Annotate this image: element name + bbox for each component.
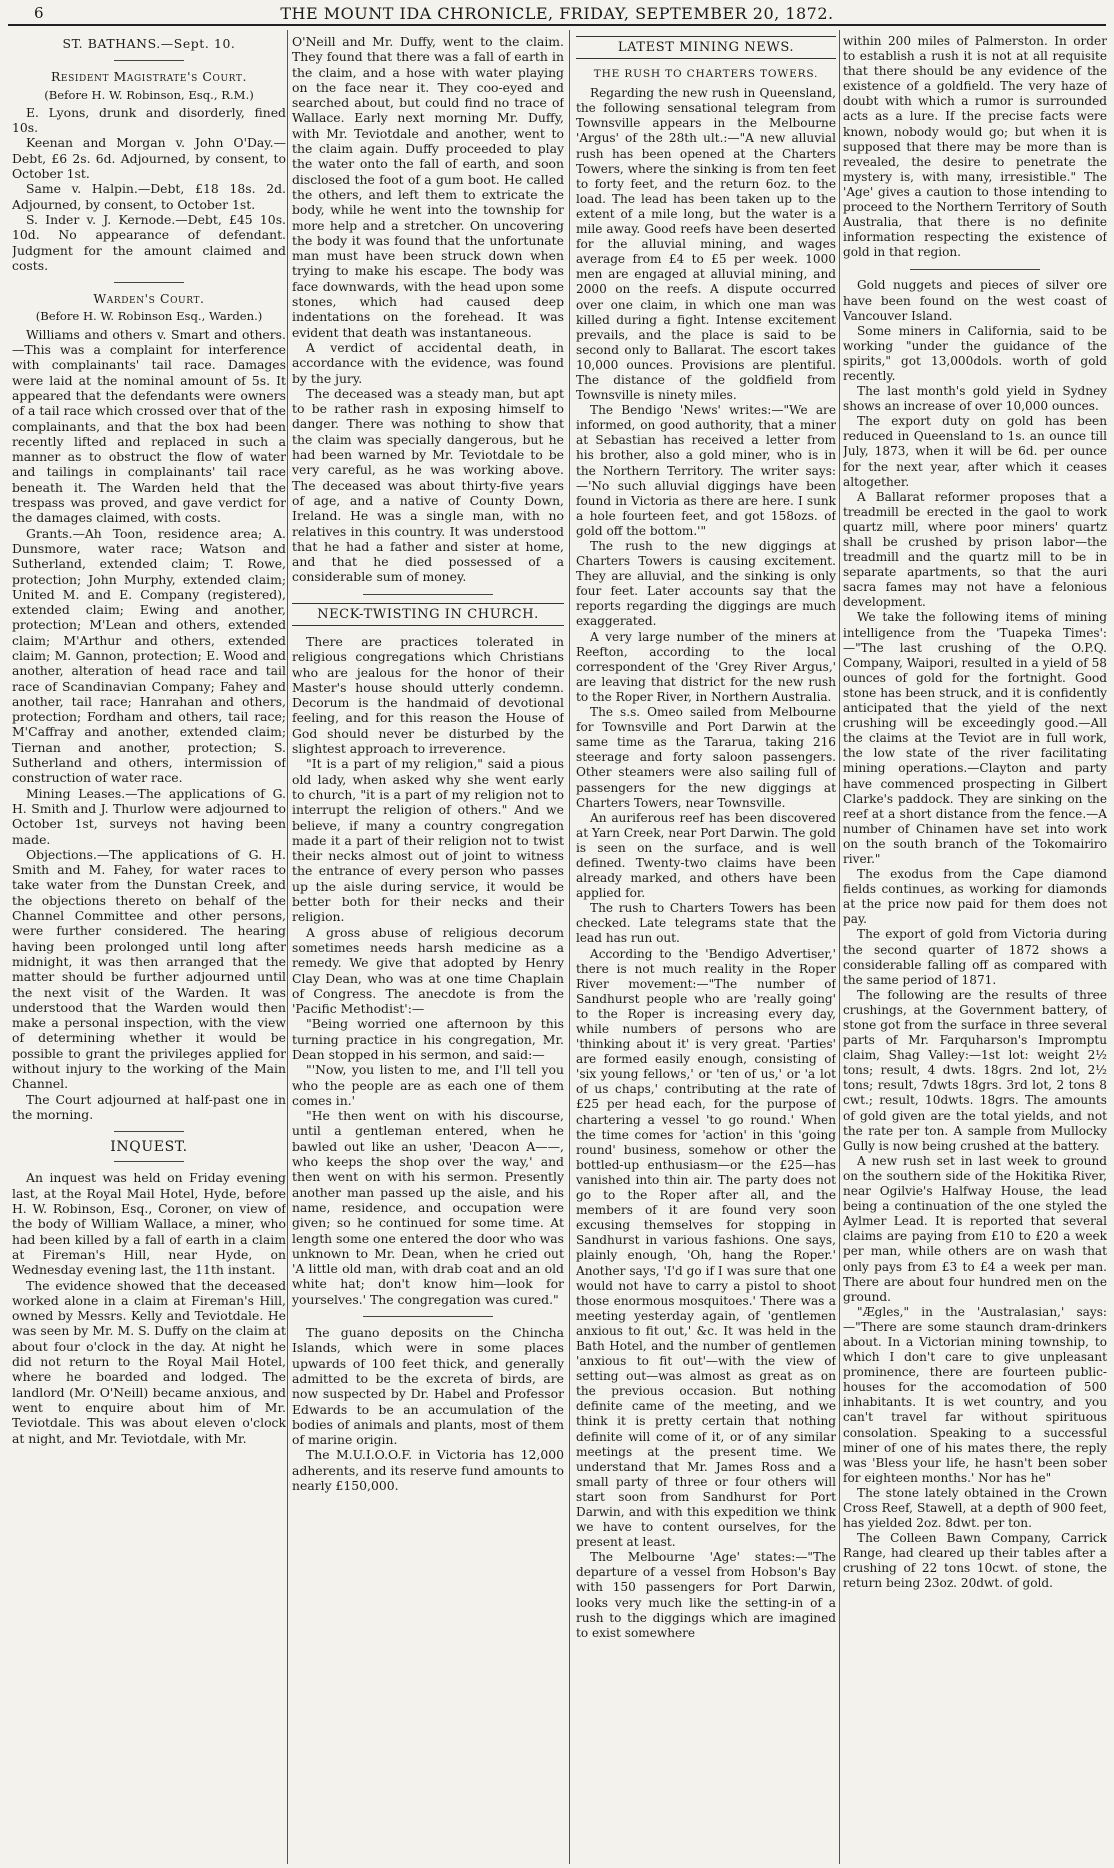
separator <box>114 1131 184 1132</box>
article-paragraph: Keenan and Morgan v. John O'Day.—Debt, £6 2s. 6d. Adjourned, by consent, to October 1st. <box>12 135 286 182</box>
article-paragraph: The M.U.I.O.O.F. in Victoria has 12,000 adherents, and its reserve fund amounts to nearly £150,000. <box>292 1447 564 1494</box>
separator <box>363 594 493 595</box>
article-paragraph: Williams and others v. Smart and others.—This was a complaint for interference with complainants' tail race. Damages were laid at the nominal amount of 5s. It appeared that the defendants were owners of a tail race which crossed over that of the complainants, and that the box had been recently lifted and replaced in such a manner as to obstruct the flow of water and tailings in complainants' tail race beneath it. The Warden held that the trespass was proved, and gave verdict for the damages claimed, with costs. <box>12 326 286 526</box>
article-paragraph: The Bendigo 'News' writes:—"We are informed, on good authority, that a miner at Sebastian has received a letter from his brother, also a gold miner, who is in the Northern Territory. The writer says:—'No such alluvial diggings have been found in Victoria as there are here. I sunk a hole fourteen feet, and got 158ozs. of gold off the bottom.'" <box>576 403 836 538</box>
article-paragraph: The exodus from the Cape diamond fields continues, as working for diamonds at the price now paid for them does not pay. <box>843 867 1107 927</box>
rm-court-heading: Resident Magistrate's Court. <box>51 69 247 85</box>
article-paragraph: The Court adjourned at half-past one in the morning. <box>12 1091 286 1122</box>
article-paragraph: A new rush set in last week to ground on the southern side of the Hokitika River, near Ogilvie's Halfway House, the lead being a continuation of the one styled the Aylmer Lead. It is reported that several claims are paying from £10 to £20 a week per man, while others are on wash that only pays from £3 to £4 a week per man. There are about four hundred men on the ground. <box>843 1153 1107 1304</box>
masthead <box>0 0 1114 30</box>
article-paragraph: Some miners in California, said to be working "under the guidance of the spirits," got 13,000dols. worth of gold recently. <box>843 323 1107 383</box>
separator <box>114 1161 184 1162</box>
column-4 <box>843 34 1107 1864</box>
article-paragraph: The last month's gold yield in Sydney shows an increase of over 10,000 ounces. <box>843 384 1107 414</box>
article-paragraph: There are practices tolerated in religious congregations which Christians who are jealous for the honor of their Master's house should utterly condemn. Decorum is the handmaid of devotional feeling, and for this reason the House of God should never be disturbed by the slightest approach to irreverence. <box>292 633 564 757</box>
separator <box>363 1316 493 1317</box>
article-paragraph: "'Now, you listen to me, and I'll tell you who the people are as each one of them comes in.' <box>292 1062 564 1108</box>
article-paragraph: The s.s. Omeo sailed from Melbourne for Townsville and Port Darwin at the same time as the Tararua, taking 216 steerage and forty saloon passengers. Other steamers were also sailing full of passengers for the new diggings at Charters Towers, near Townsville. <box>576 705 836 810</box>
mining-news-heading: LATEST MINING NEWS. <box>576 36 836 59</box>
masthead-rule <box>8 24 1106 26</box>
inquest-heading: INQUEST. <box>110 1139 188 1156</box>
page-number: 6 <box>34 4 44 22</box>
section-title-st-bathans: ST. BATHANS.—Sept. 10. <box>62 36 236 51</box>
article-paragraph: According to the 'Bendigo Advertiser,' there is not much reality in the Roper River movement:—"The number of Sandhurst people who are 'really going' to the Roper is increasing every day, while numbers of persons who are 'thinking about it' is very great. 'Parties' are formed easily enough, consisting of 'six young fellows,' or 'ten of us,' or 'a lot of us chaps,' contributing at the rate of £25 per head each, for the purpose of chartering a vessel 'to go round.' When the time comes for 'action' in this 'going round' business, somehow or other the bottled-up enthusiasm—or the £25—has vanished into thin air. The party does not go to the Roper after all, and the members of it are found very soon excusing themselves for stopping in Sandhurst in various fashions. One says, plainly enough, 'Oh, hang the Roper.' Another says, 'I'd go if I was sure that one would not have to carry a pistol to shoot those enormous mosquitoes.' There was a meeting yesterday again, of 'gentlemen anxious to fit out,' &c. It was held in the Bath Hotel, and the number of gentlemen 'anxious to fit out'—with the view of setting out—was almost as great as on the previous occasion. But nothing definite came of the meeting, and we think it is pretty certain that nothing definite will come of it, or of any similar meetings at the present time. We understand that Mr. James Ross and a small party of three or four others will start soon from Sandhurst for Port Darwin, and with this expedition we think we have to content ourselves, for the present at least. <box>576 946 836 1550</box>
neck-twisting-heading: NECK-TWISTING IN CHURCH. <box>292 603 564 626</box>
article-paragraph: The deceased was a steady man, but apt to be rather rash in exposing himself to danger. There was nothing to show that the claim was specially dangerous, but he had been warned by Mr. Teviotdale to be very careful, as he was working above. The deceased was about thirty-five years of age, and a native of County Down, Ireland. He was a single man, with no relatives in this country. It was understood that he had a father and sister at home, and that he died possessed of a considerable sum of money. <box>292 385 564 585</box>
article-paragraph: An auriferous reef has been discovered at Yarn Creek, near Port Darwin. The gold is seen on the surface, and is well defined. Twenty-two claims have been already marked, and others have been applied for. <box>576 810 836 901</box>
column-divider <box>287 30 288 1864</box>
article-paragraph: The evidence showed that the deceased worked alone in a claim at Fireman's Hill, owned by Messrs. Kelly and Teviotdale. He was seen by Mr. M. S. Duffy on the claim at about four o'clock in the day. At night he did not return to the Royal Mail Hotel, where he boarded and lodged. The landlord (Mr. O'Neill) became anxious, and went to enquire about him of Mr. Teviotdale. This was about eleven o'clock at night, and Mr. Teviotdale, with Mr. <box>12 1277 286 1446</box>
article-paragraph: Mining Leases.—The applications of G. H. Smith and J. Thurlow were adjourned to October 1st, surveys not having been made. <box>12 785 286 847</box>
separator <box>910 269 1040 270</box>
column-divider <box>569 30 570 1864</box>
charters-towers-subheading: THE RUSH TO CHARTERS TOWERS. <box>593 68 819 81</box>
article-paragraph: E. Lyons, drunk and disorderly, fined 10s. <box>12 104 286 136</box>
separator <box>114 60 184 61</box>
article-paragraph: A gross abuse of religious decorum sometimes needs harsh medicine as a remedy. We give that adopted by Henry Clay Dean, who was at one time Chaplain of Congress. The anecdote is from the 'Pacific Methodist':— <box>292 924 564 1017</box>
article-paragraph: The following are the results of three crushings, at the Government battery, of stone got from the surface in three several parts of Mr. Farquharson's Impromptu claim, Shag Valley:—1st lot: weight 2½ tons; result, 4 dwts. 18grs. 2nd lot, 2½ tons; result, 7dwts 18grs. 3rd lot, 2 tons 8 cwt.; result, 10dwts. 18grs. The amounts of gold given are the total yields, and not the rate per ton. A sample from Mullocky Gully is now being crushed at the battery. <box>843 987 1107 1153</box>
article-paragraph: Grants.—Ah Toon, residence area; A. Dunsmore, water race; Watson and Sutherland, extended claim; T. Rowe, protection; John Murphy, extended claim; United M. and E. Company (registered), extended claim; Ewing and another, protection; M'Lean and others, extended claim; M'Arthur and others, extended claim; M. Gannon, protection; E. Wood and another, alteration of head race and tail race of Scandinavian Company; Fahey and another, tail race; Hanrahan and others, protection; Fordham and others, tail race; M'Caffray and another, extended claim; Tiernan and another, protection; S. Sutherland and others, intermission of construction of water race. <box>12 525 286 786</box>
article-paragraph: The export duty on gold has been reduced in Queensland to 1s. an ounce till July, 1873, when it will be 6d. per ounce for the next year, after which it ceases altogether. <box>843 414 1107 489</box>
article-paragraph: Regarding the new rush in Queensland, the following sensational telegram from Townsville appears in the Melbourne 'Argus' of the 28th ult.:—"A new alluvial rush has been opened at the Charters Towers, where the sinking is from ten feet to forty feet, and the return 6oz. to the load. The lead has been taken up to the extent of a mile long, but the water is a mile away. Good reefs have been deserted for the alluvial mining, and wages average from £4 to £5 per week. 1000 men are engaged at alluvial mining, and 2000 on the reefs. A dispute occurred over one claim, in which one man was killed during a fight. Intense excitement prevails, and the place is said to be second only to Ballarat. The escort takes 10,000 ounces. Provisions are plentiful. The distance of the goldfield from Townsville is ninety miles. <box>576 86 836 403</box>
column-2 <box>292 34 564 1864</box>
column-divider <box>839 30 840 1864</box>
column-3 <box>576 34 836 1864</box>
article-paragraph: The Colleen Bawn Company, Carrick Range, had cleared up their tables after a crushing of 22 tons 10cwt. of stone, the return being 23oz. 20dwt. of gold. <box>843 1531 1107 1591</box>
warden-court-heading: Warden's Court. <box>93 291 205 307</box>
article-paragraph: "It is a part of my religion," said a pious old lady, when asked why she went early to church, "it is a part of my religion not to interrupt the religion of others." And we believe, if many a country congregation made it a part of their religion not to twist their necks almost out of joint to witness the entrance of every person who passes up the aisle during service, it would be better both for their necks and their religion. <box>292 756 564 925</box>
article-paragraph: The rush to the new diggings at Charters Towers is causing excitement. They are alluvial, and the sinking is only four feet. Later accounts say that the reports regarding the diggings are much exaggerated. <box>576 539 836 629</box>
article-paragraph: A verdict of accidental death, in accordance with the evidence, was found by the jury. <box>292 339 564 386</box>
article-paragraph: Gold nuggets and pieces of silver ore have been found on the west coast of Vancouver Island. <box>843 278 1107 323</box>
article-paragraph: S. Inder v. J. Kernode.—Debt, £45 10s. 10d. No appearance of defendant. Judgment for the amount claimed and costs. <box>12 211 286 273</box>
article-paragraph: The export of gold from Victoria during the second quarter of 1872 shows a considerable falling off as compared with the same period of 1871. <box>843 927 1107 987</box>
article-paragraph: An inquest was held on Friday evening last, at the Royal Mail Hotel, Hyde, before H. W. Robinson, Esq., Coroner, on view of the body of William Wallace, a miner, who had been killed by a fall of earth in a claim at Fireman's Hill, near Hyde, on Wednesday evening last, the 11th instant. <box>12 1170 286 1278</box>
article-paragraph: The guano deposits on the Chincha Islands, which were in some places upwards of 100 feet thick, and generally admitted to be the excreta of birds, are now suspected by Dr. Habel and Professor Edwards to be an accumulation of the bodies of animals and plants, most of them of marine origin. <box>292 1325 564 1448</box>
article-paragraph: O'Neill and Mr. Duffy, went to the claim. They found that there was a fall of earth in the claim, and a hose with water playing on the face near it. They coo-eyed and searched about, but could find no trace of Wallace. Early next morning Mr. Duffy, with Mr. Teviotdale and another, went to the claim again. Duffy proceeded to play the water onto the fall of earth, and soon disclosed the foot of a gum boot. He called the others, and left them to extricate the body, while he went into the township for more help and a stretcher. On uncovering the body it was found that the unfortunate man must have been struck down when trying to make his escape. The body was face downwards, with the head upon some stones, which had caused deep indentations on the forehead. It was evident that death was instantaneous. <box>292 34 564 340</box>
article-paragraph: A Ballarat reformer proposes that a treadmill be erected in the gaol to work quartz mill, where poor miners' quartz shall be crushed by prison labor—the treadmill and the quartz mill to be in separate apartments, so that the auri sacra fames may not have a felonious development. <box>843 489 1107 610</box>
rm-court-subheading: (Before H. W. Robinson, Esq., R.M.) <box>44 87 254 102</box>
article-paragraph: We take the following items of mining intelligence from the 'Tuapeka Times':—"The last crushing of the O.P.Q. Company, Waipori, resulted in a yield of 58 ounces of gold for the fortnight. Good stone has been struck, and it is confidently anticipated that the yield of the next crushing will be exceedingly good.—All the claims at the Teviot are in full work, the low state of the river facilitating mining operations.—Clayton and party have commenced prospecting in Gilbert Clarke's paddock. They are sinking on the reef at a short distance from the fence.—A number of Chinamen have set into work on the south branch of the Tokomairiro river." <box>843 610 1107 866</box>
article-paragraph: The Melbourne 'Age' states:—"The departure of a vessel from Hobson's Bay with 150 passengers for Port Darwin, looks very much like the setting-in of a rush to the diggings which are imagined to exist somewhere <box>576 1550 836 1640</box>
newspaper-title: THE MOUNT IDA CHRONICLE, FRIDAY, SEPTEMBER 20, 1872. <box>280 4 834 23</box>
article-paragraph: The rush to Charters Towers has been checked. Late telegrams state that the lead has run out. <box>576 901 836 946</box>
separator <box>114 282 184 283</box>
article-paragraph: within 200 miles of Palmerston. In order to establish a rush it is not at all requisite that there should be any evidence of the existence of a goldfield. The very haze of doubt with which a rumor is surrounded acts as a lure. If the precise facts were known, nobody would go; but when it is supposed that there may be more than is revealed, the desire to penetrate the mystery is, with many, irresistible." The 'Age' gives a caution to those intending to proceed to the Northern Territory of South Australia, that there is no definite information respecting the existence of gold in that region. <box>843 34 1107 260</box>
article-paragraph: "He then went on with his discourse, until a gentleman entered, when he bawled out like an usher, 'Deacon A——, who keeps the shop over the way,' and then went on with his sermon. Presently another man passed up the aisle, and his name, residence, and occupation were given; so he continued for some time. At length some one entered the door who was unknown to Mr. Dean, when he cried out 'A little old man, with drab coat and an old white hat; don't know him—look for yourselves.' The congregation was cured." <box>292 1108 564 1307</box>
warden-court-subheading: (Before H. W. Robinson Esq., Warden.) <box>35 309 263 324</box>
column-1 <box>12 34 286 1864</box>
article-paragraph: The stone lately obtained in the Crown Cross Reef, Stawell, at a depth of 900 feet, has yielded 2oz. 8dwt. per ton. <box>843 1485 1107 1531</box>
article-paragraph: A very large number of the miners at Reefton, according to the local correspondent of the 'Grey River Argus,' are leaving that district for the new rush to the Roper River, in Northern Australia. <box>576 629 836 704</box>
article-paragraph: Same v. Halpin.—Debt, £18 18s. 2d. Adjourned, by consent, to October 1st. <box>12 181 286 212</box>
article-paragraph: Objections.—The applications of G. H. Smith and M. Fahey, for water races to take water from the Dunstan Creek, and the objections thereto on behalf of the Channel Committee and other persons, were further considered. The hearing having been prolonged until long after midnight, it was then arranged that the matter should be further adjourned until the next visit of the Warden. It was understood that the Warden would then make a personal inspection, with the view of determining whether it would be possible to grant the privileges applied for without injury to the working of the Main Channel. <box>12 846 286 1092</box>
article-paragraph: "Ægles," in the 'Australasian,' says:—"There are some staunch dram-drinkers about. In a Victorian mining township, to which I don't care to give unpleasant prominence, there are fourteen public-houses for the accomodation of 500 inhabitants. It is wet country, and you can't travel far without spirituous consolation. Speaking to a successful miner of one of his mates there, the reply was 'Bless your life, he hasn't been sober for eighteen months.' Nor has he" <box>843 1304 1107 1485</box>
article-paragraph: "Being worried one afternoon by this turning practice in his congregation, Mr. Dean stopped in his sermon, and said:— <box>292 1016 564 1062</box>
